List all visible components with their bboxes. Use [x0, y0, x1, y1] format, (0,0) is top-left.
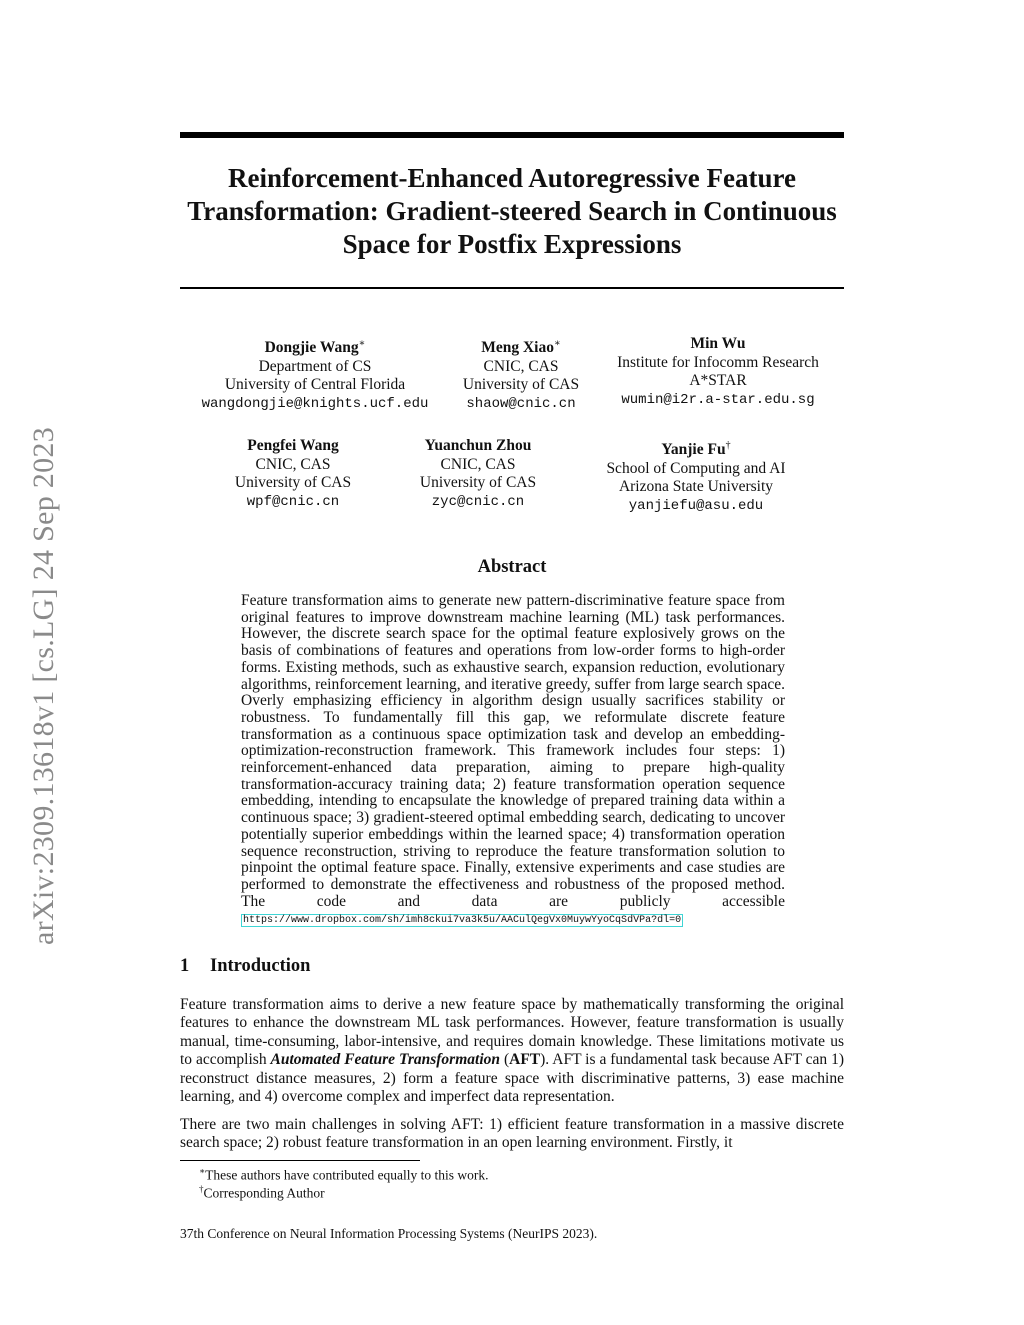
- author-block: [604, 335, 832, 409]
- abstract-text: Feature transformation aims to generate new pattern-discriminative feature space from original features to improve downstream machine learning (ML) task performances. However, the discrete search space for the optimal feature explosively grows on the basis of combinations of features and operations from low-order forms to high-order forms. Existing methods, such as exhaustive search, expansion reduction, evolutionary algorithms, reinforcement learning, and iterative greedy, suffer from large search space. Overly emphasizing efficiency in algorithm design usually sacrifices stability or robustness. To fundamentally fill this gap, we reformulate discrete feature transformation as a continuous space optimization task and develop an embedding-optimization-reconstruction framework. This framework includes four steps: 1) reinforcement-enhanced data preparation, aiming to prepare high-quality transformation-accuracy training data; 2) feature transformation operation sequence embedding, intending to encapsulate the knowledge of prepared training data within a continuous space; 3) gradient-steered optimal embedding search, dedicating to uncover potentially superior embeddings within the learned space; 4) transformation operation sequence reconstruction, striving to reproduce the feature transformation solution to pinpoint the optimal feature space. Finally, extensive experiments and case studies are performed to demonstrate the effectiveness and robustness of the proposed method. The code and data are publicly accessible: [241, 592, 785, 910]
- footnote-rule: [180, 1160, 420, 1161]
- author-email[interactable]: wangdongjie@knights.ucf.edu: [201, 395, 429, 412]
- intro-text: . AFT is a fundamental task because AFT can 1) reconstruct distance measures, 2) form a feature space with discriminative patterns, 3) ease machine learning, and 4) overcome complex and imperfect data representation.: [180, 1051, 844, 1106]
- intro-paragraph-1: Feature transformation aims to derive a new feature space by mathematically transforming the original features to enhance the downstream ML task performances. However, feature transformation is usually manual, time-consuming, labor-intensive, and requires domain knowledge. These limitations motivate us to accomplish Automated Feature Transformation (AFT). AFT is a fundamental task because AFT can 1) reconstruct distance measures, 2) form a feature space with discriminative patterns, 3) ease machine learning, and 4) overcome complex and imperfect data representation.: [180, 996, 844, 1106]
- author-block: [213, 437, 373, 511]
- author-email[interactable]: wpf@cnic.cn: [246, 493, 340, 510]
- author-name: Dongjie Wang: [264, 339, 359, 357]
- footnote-mark: †: [199, 1184, 204, 1194]
- intro-paragraph-2: There are two main challenges in solving AFT: 1) efficient feature transformation in a massive discrete search space; 2) robust feature transformation in an open learning environment. Firstly, it: [180, 1116, 844, 1152]
- footnote-mark: ∗: [199, 1166, 206, 1176]
- code-data-link[interactable]: https://www.dropbox.com/sh/imh8ckui7va3k5u/AACulQegVx0MuywYyoCqSdVPa?dl=0: [243, 915, 682, 927]
- author-mark: †: [725, 440, 731, 451]
- aft-abbr: AFT: [509, 1051, 541, 1069]
- author-block: [398, 437, 558, 511]
- intro-text: Feature transformation aims to derive a new feature space by mathematically transforming the original features to enhance the downstream ML task performances. However, feature transformation is usually manual, time-consuming, labor-intensive, and requires domain knowledge. These limitations motivate us to accomplish: [180, 996, 844, 1069]
- author-name: Min Wu: [690, 335, 746, 352]
- author-name: Yanjie Fu: [661, 441, 726, 459]
- author-affiliation: University of CAS: [234, 474, 352, 491]
- title-bottom-rule: [180, 287, 844, 289]
- arxiv-sidebar-stamp: arXiv:2309.13618v1 [cs.LG] 24 Sep 2023: [27, 426, 60, 945]
- author-affiliation: University of CAS: [419, 474, 537, 491]
- section-title: Introduction: [210, 956, 311, 976]
- author-block: [585, 437, 807, 515]
- author-block: [195, 335, 435, 413]
- footnote: [199, 1181, 325, 1202]
- author-affiliation: University of Central Florida: [224, 376, 406, 394]
- footnote-text: Corresponding Author: [203, 1185, 325, 1201]
- author-email[interactable]: yanjiefu@asu.edu: [628, 497, 764, 514]
- author-name: Pengfei Wang: [247, 437, 339, 454]
- paper-title: Reinforcement-Enhanced Autoregressive Feature Transformation: Gradient-steered Search in Continuous Space for Postfix Expressions: [187, 163, 837, 259]
- author-name: Meng Xiao: [481, 339, 554, 357]
- aft-term: Automated Feature Transformation: [270, 1051, 501, 1069]
- venue-note: 37th Conference on Neural Information Processing Systems (NeurIPS 2023).: [180, 1226, 598, 1241]
- author-email[interactable]: wumin@i2r.a-star.edu.sg: [621, 391, 815, 408]
- abstract-heading: Abstract: [477, 557, 547, 577]
- author-block: [446, 335, 596, 413]
- author-dept: CNIC, CAS: [483, 357, 559, 375]
- author-dept: Institute for Infocomm Research: [617, 353, 819, 371]
- author-affiliation: University of CAS: [462, 376, 580, 394]
- author-affiliation: Arizona State University: [618, 478, 774, 496]
- author-email[interactable]: zyc@cnic.cn: [431, 493, 525, 510]
- author-name: Yuanchun Zhou: [424, 437, 532, 454]
- author-email[interactable]: shaow@cnic.cn: [466, 395, 576, 412]
- author-mark: ∗: [553, 338, 561, 349]
- author-dept: School of Computing and AI: [606, 459, 786, 477]
- footnote-text: These authors have contributed equally to this work.: [205, 1167, 489, 1183]
- abstract-body: [241, 593, 785, 930]
- author-mark: ∗: [358, 338, 366, 349]
- title-top-rule: [180, 132, 844, 138]
- section-heading: [180, 956, 310, 977]
- author-affiliation: A*STAR: [689, 372, 747, 389]
- author-dept: CNIC, CAS: [255, 455, 331, 473]
- section-number: 1: [180, 956, 190, 976]
- author-dept: CNIC, CAS: [440, 455, 516, 473]
- author-dept: Department of CS: [258, 357, 372, 375]
